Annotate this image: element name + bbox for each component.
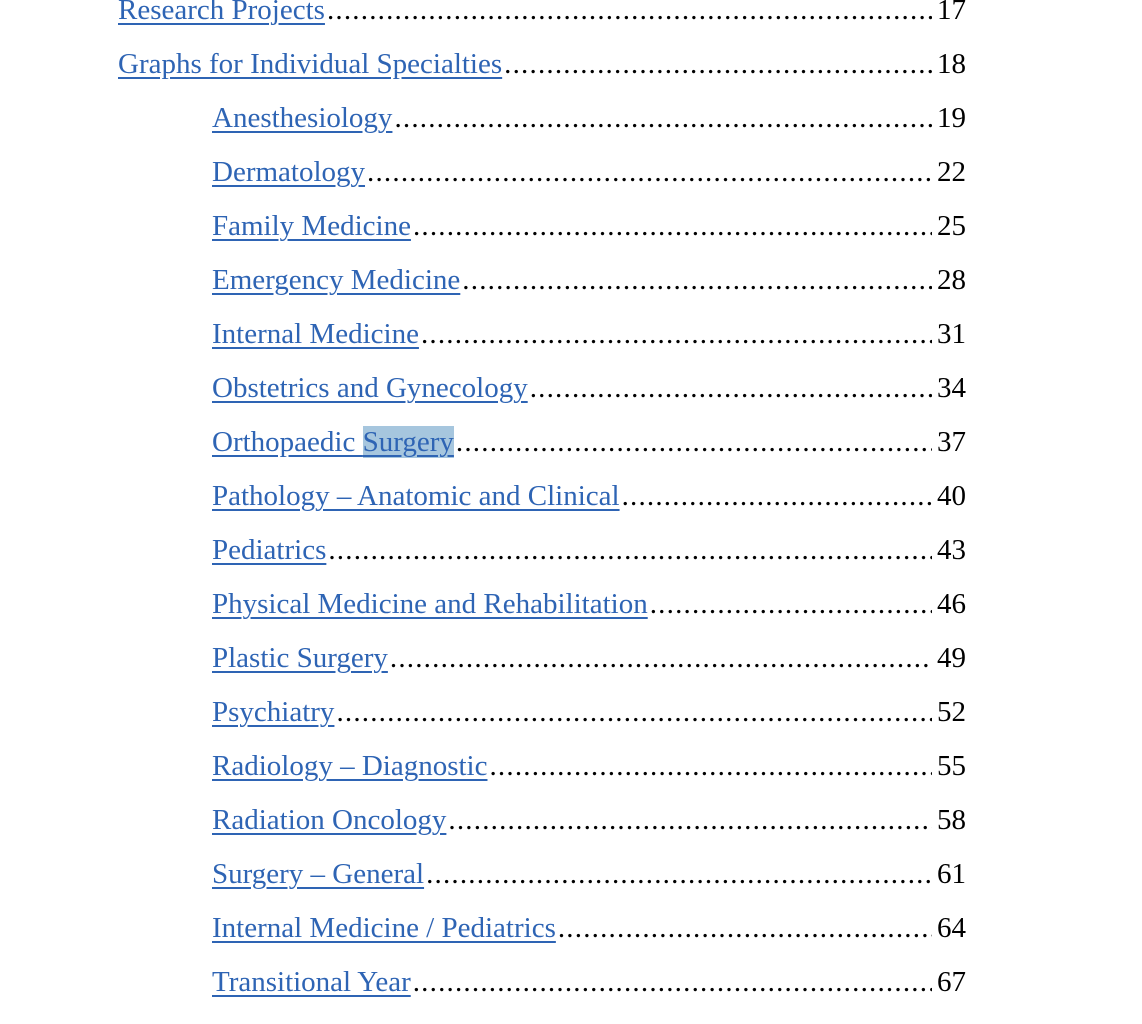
- toc-page-number: 46: [937, 588, 966, 620]
- toc-entry-internal-medicine: [212, 314, 966, 354]
- toc-link-text: Orthopaedic: [212, 426, 363, 458]
- dot-leader: [413, 206, 932, 246]
- toc-link-transitional-year[interactable]: Transitional Year: [212, 966, 411, 998]
- toc-link-orthopaedic-surgery[interactable]: [212, 422, 454, 462]
- toc-page-number: 55: [937, 750, 966, 782]
- toc-entry-orthopaedic-surgery: [212, 422, 966, 462]
- toc-entry-research-projects: [118, 0, 966, 30]
- toc-entry-graphs: [118, 44, 966, 84]
- toc-link-emergency-medicine[interactable]: Emergency Medicine: [212, 264, 461, 296]
- toc-page-number: 18: [937, 48, 966, 80]
- toc-link-pediatrics[interactable]: Pediatrics: [212, 534, 327, 566]
- toc-entry-emergency-medicine: [212, 260, 966, 300]
- dot-leader: [456, 422, 932, 462]
- toc-link-research-projects[interactable]: Research Projects: [118, 0, 325, 26]
- toc-entry-physical-medicine: [212, 584, 966, 624]
- toc-page-number: 43: [937, 534, 966, 566]
- dot-leader: [413, 962, 932, 1002]
- toc-link-pathology-anatomic-clinical[interactable]: Pathology – Anatomic and Clinical: [212, 480, 620, 512]
- toc-link-internal-medicine-pediatrics[interactable]: Internal Medicine / Pediatrics: [212, 912, 556, 944]
- toc-link-anesthesiology[interactable]: Anesthesiology: [212, 102, 393, 134]
- dot-leader: [328, 530, 932, 570]
- toc-page-number: 67: [937, 966, 966, 998]
- toc-page-number: 61: [937, 858, 966, 890]
- toc-page-number: 31: [937, 318, 966, 350]
- dot-leader: [327, 0, 932, 30]
- dot-leader: [421, 314, 932, 354]
- toc-link-graphs-for-individual-specialties[interactable]: Graphs for Individual Specialties: [118, 48, 503, 80]
- dot-leader: [390, 638, 932, 678]
- text-selection-highlight: Surgery: [362, 426, 454, 458]
- toc-link-internal-medicine[interactable]: Internal Medicine: [212, 318, 419, 350]
- toc-page-number: 52: [937, 696, 966, 728]
- toc-page-number: 17: [937, 0, 966, 26]
- toc-link-surgery-general[interactable]: Surgery – General: [212, 858, 425, 890]
- toc-link-family-medicine[interactable]: Family Medicine: [212, 210, 411, 242]
- dot-leader: [448, 800, 932, 840]
- toc-page-number: 19: [937, 102, 966, 134]
- toc-entry-pediatrics: [212, 530, 966, 570]
- toc-entry-radiology: [212, 746, 966, 786]
- toc-entry-pathology: [212, 476, 966, 516]
- toc-page-number: 25: [937, 210, 966, 242]
- toc-entry-anesthesiology: [212, 98, 966, 138]
- toc-page-number: 64: [937, 912, 966, 944]
- toc-entry-internal-medicine-pediatrics: [212, 908, 966, 948]
- toc-entry-transitional-year: [212, 962, 966, 1002]
- dot-leader: [650, 584, 932, 624]
- dot-leader: [426, 854, 932, 894]
- toc-page-number: 34: [937, 372, 966, 404]
- toc-page-number: 28: [937, 264, 966, 296]
- dot-leader: [504, 44, 932, 84]
- toc-link-physical-medicine-rehabilitation[interactable]: Physical Medicine and Rehabilitation: [212, 588, 648, 620]
- toc-page-number: 49: [937, 642, 966, 674]
- dot-leader: [530, 368, 932, 408]
- toc-entry-dermatology: [212, 152, 966, 192]
- toc-link-psychiatry[interactable]: Psychiatry: [212, 696, 335, 728]
- toc-link-plastic-surgery[interactable]: Plastic Surgery: [212, 642, 388, 674]
- toc-entry-plastic-surgery: [212, 638, 966, 678]
- dot-leader: [336, 692, 932, 732]
- toc-entry-radiation-oncology: [212, 800, 966, 840]
- toc-entry-family-medicine: [212, 206, 966, 246]
- dot-leader: [489, 746, 932, 786]
- toc-entry-obstetrics-gynecology: [212, 368, 966, 408]
- dot-leader: [367, 152, 932, 192]
- toc-link-radiation-oncology[interactable]: Radiation Oncology: [212, 804, 447, 836]
- dot-leader: [622, 476, 932, 516]
- toc-entry-psychiatry: [212, 692, 966, 732]
- toc-link-dermatology[interactable]: Dermatology: [212, 156, 366, 188]
- toc-page-number: 40: [937, 480, 966, 512]
- dot-leader: [462, 260, 932, 300]
- toc-entry-surgery-general: [212, 854, 966, 894]
- dot-leader: [394, 98, 932, 138]
- toc-link-obstetrics-and-gynecology[interactable]: Obstetrics and Gynecology: [212, 372, 528, 404]
- toc-link-radiology-diagnostic[interactable]: Radiology – Diagnostic: [212, 750, 488, 782]
- toc-page-number: 58: [937, 804, 966, 836]
- dot-leader: [558, 908, 932, 948]
- toc-page-number: 37: [937, 426, 966, 458]
- toc-page-number: 22: [937, 156, 966, 188]
